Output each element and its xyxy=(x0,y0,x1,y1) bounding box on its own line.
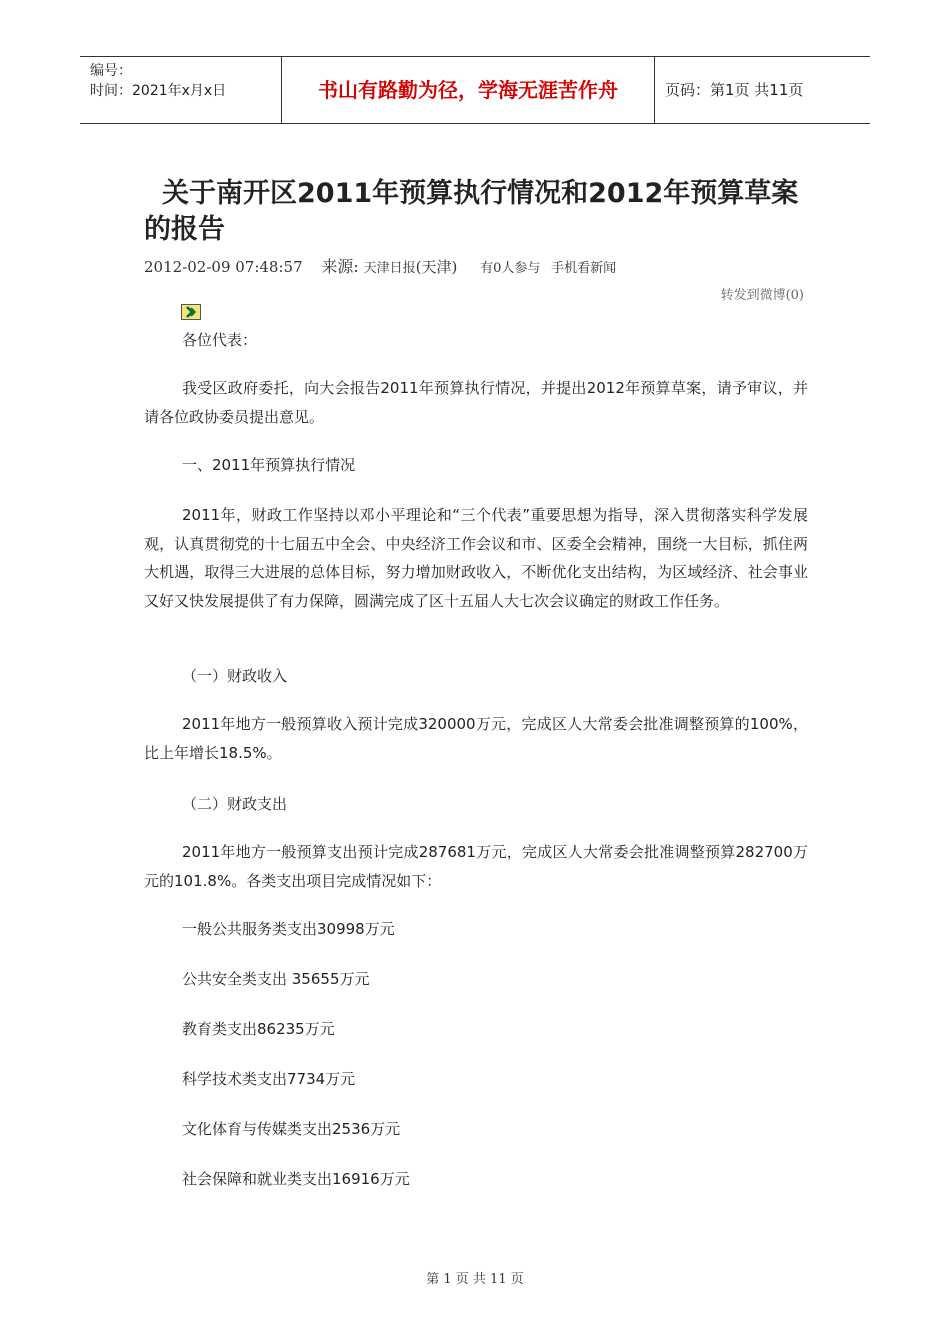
section-heading-1: 一、2011年预算执行情况 xyxy=(182,456,356,474)
item-public-security: 公共安全类支出 35655万元 xyxy=(182,970,370,988)
paragraph-greeting: 各位代表： xyxy=(182,331,258,349)
paragraph-revenue: 2011年地方一般预算收入预计完成320000万元，完成区人大常委会批准调整预算的100%，比上年增长18.5%。 xyxy=(144,715,808,762)
source-name[interactable]: 天津日报 xyxy=(363,261,416,276)
number-label: 编号： xyxy=(90,63,132,79)
paragraph-intro: 我受区政府委托，向大会报告2011年预算执行情况，并提出2012年预算草案，请予审议，并请各位政协委员提出意见。 xyxy=(144,379,808,426)
header-left-cell xyxy=(80,57,281,124)
article-datetime: 2012-02-09 07:48:57 xyxy=(144,258,303,276)
item-public-services: 一般公共服务类支出30998万元 xyxy=(182,920,395,938)
mobile-news-link[interactable]: 手机看新闻 xyxy=(551,261,617,276)
page-footer: 第 1 页 共 11 页 xyxy=(426,1272,524,1287)
time-label: 时间：2021年x月x日 xyxy=(90,83,227,99)
article-meta xyxy=(144,254,616,277)
paragraph-2011-overview: 2011年，财政工作坚持以邓小平理论和“三个代表”重要思想为指导，深入贯彻落实科学发展观，认真贯彻党的十七届五中全会、中央经济工作会议和市、区委全会精神，围绕一大目标，抓住两大机遇，取得三大进展的总体目标，努力增加财政收入，不断优化支出结构，为区域经济、社会事业又好又快发展提供了有力保障，圆满完成了区十五届人大七次会议确定的财政工作任务。 xyxy=(144,506,808,610)
document-icon xyxy=(181,304,201,320)
subheading-revenue: （一）财政收入 xyxy=(182,667,288,685)
item-social-security: 社会保障和就业类支出16916万元 xyxy=(182,1170,410,1188)
item-education: 教育类支出86235万元 xyxy=(182,1020,335,1038)
document-header xyxy=(80,56,870,124)
source-region: (天津) xyxy=(415,258,458,276)
item-science: 科学技术类支出7734万元 xyxy=(182,1070,356,1088)
motto: 书山有路勤为径，学海无涯苦作舟 xyxy=(281,57,655,124)
participants-link[interactable]: 有0人参与 xyxy=(480,261,541,276)
subheading-expenditure: （二）财政支出 xyxy=(182,795,288,813)
article-title: 关于南开区2011年预算执行情况和2012年预算草案的报告 xyxy=(144,178,799,245)
repost-weibo-link[interactable]: 转发到微博(0) xyxy=(720,288,804,303)
item-culture: 文化体育与传媒类支出2536万元 xyxy=(182,1120,401,1138)
source-label: 来源: xyxy=(321,257,359,276)
paragraph-expenditure: 2011年地方一般预算支出预计完成287681万元，完成区人大常委会批准调整预算282700万元的101.8%。各类支出项目完成情况如下： xyxy=(144,843,808,890)
page-info: 页码：第1页 共11页 xyxy=(665,81,804,99)
